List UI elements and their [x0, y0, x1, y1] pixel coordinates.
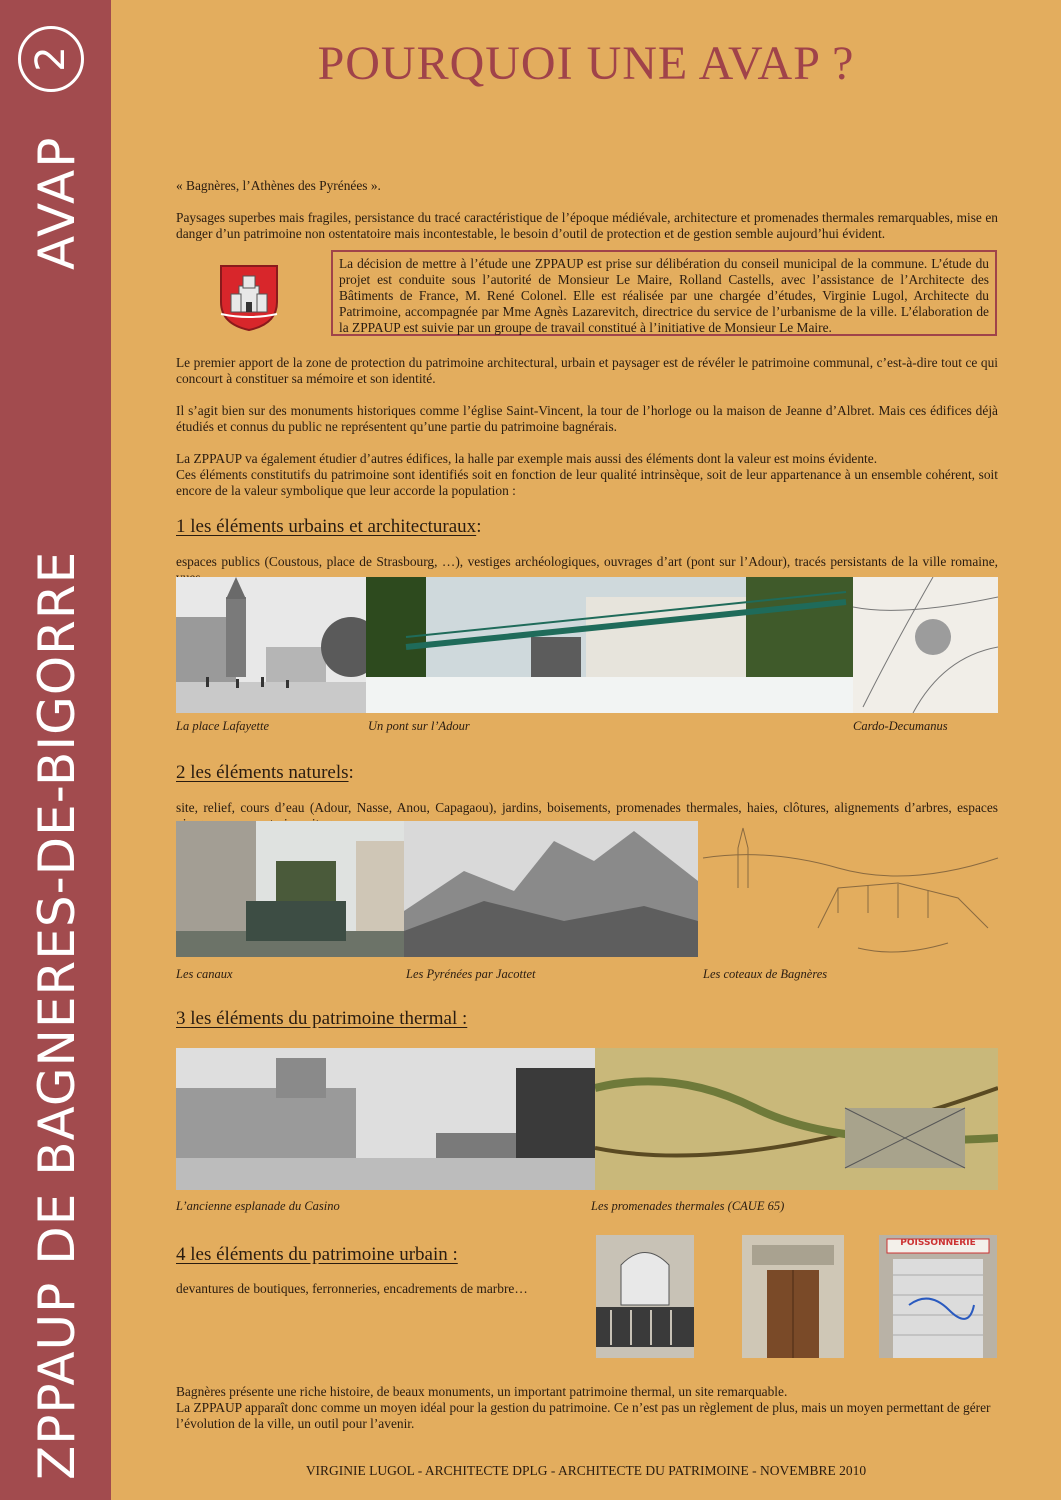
footer-credit: VIRGINIE LUGOL - ARCHITECTE DPLG - ARCHITECTE DU PATRIMOINE - NOVEMBRE 2010 [305, 1463, 867, 1478]
caption-canaux: Les canaux [176, 967, 233, 981]
caption-pont-adour: Un pont sur l’Adour [368, 719, 470, 733]
photo-encadrement-marbre-door [742, 1235, 844, 1358]
photo-ferronnerie-window [596, 1235, 694, 1358]
intro-paragraph-4a: La ZPPAUP va également étudier d’autres édifices, la halle par exemple mais aussi des éléments dont la valeur est moins évidente. [176, 451, 878, 466]
intro-paragraph-3: Il s’agit bien sur des monuments historiques comme l’église Saint-Vincent, la tour de l’horloge ou la maison de Jeanne d’Albret. Mais ces édifices déjà étudiés et connus du public ne représentent qu’une partie du patrimoine bagnérais. [176, 403, 998, 434]
sidebar-label-zppaup: ZPPAUP DE BAGNERES-DE-BIGORRE [28, 550, 86, 1480]
caption-place-lafayette: La place Lafayette [176, 719, 270, 733]
caption-pyrenees-jacottet: Les Pyrénées par Jacottet [406, 967, 536, 981]
coat-of-arms-icon [219, 264, 279, 332]
intro-paragraph-4b: Ces éléments constitutifs du patrimoine sont identifiés soit en fonction de leur qualité intrinsèque, soit de leur appartenance à un ensemble cohérent, soit encore de la valeur symbolique que leur accorde la population : [176, 467, 998, 498]
caption-coteaux-bagneres: Les coteaux de Bagnères [703, 967, 828, 981]
intro-quote: « Bagnères, l’Athènes des Pyrénées ». [176, 178, 381, 193]
section-2-heading: 2 les éléments naturels: [176, 762, 354, 783]
photo-place-lafayette [176, 577, 366, 713]
section-1-text: espaces publics (Coustous, place de Strasbourg, …), vestiges archéologiques, ouvrages d’art (pont sur l’Adour), tracés persistants de la ville romaine, [176, 554, 998, 569]
page-number-circle [18, 26, 84, 92]
photo-esplanade-casino [176, 1048, 595, 1190]
drawing-coteaux-bagneres [698, 818, 1003, 973]
section-1-heading: 1 les éléments urbains et architecturaux: [176, 516, 482, 537]
photo-cardo-decumanus-map [853, 577, 998, 713]
map-promenades-thermales [595, 1048, 998, 1190]
decision-box: La décision de mettre à l’étude une ZPPAUP est prise sur délibération du conseil municipal de la commune. L’étude du projet est conduite sous l’autorité de Monsieur Le Maire, Rolland Castells, avec l’assistance de l’Architecte des Bâtiments de France, M. René Colonel. Elle est réalisée par une chargée d’études, Virginie Lugol, Architecte du Patrimoine, accompagnée par Mme Agnès Lazarevitch, directrice du service de l’urbanisme de la ville. L’élaboration de la ZPPAUP est suivie par un groupe de travail constitué à l’initiative de Monsieur Le Maire. [331, 250, 997, 336]
conclusion [176, 1384, 998, 1432]
photo-devanture-poissonnerie [879, 1235, 997, 1358]
intro-paragraph-1: Paysages superbes mais fragiles, persistance du tracé caractéristique de l’époque médiévale, architecture et promenades thermales remarquables, mise en danger d’un patrimoine non ostentatoire mais incontestable, le besoin d’outil de protection et de gestion semble aujourd’hui évident. [176, 210, 998, 241]
photo-canaux [176, 821, 404, 957]
section-3-heading: 3 les éléments du patrimoine thermal : [176, 1008, 468, 1029]
caption-esplanade-casino: L’ancienne esplanade du Casino [176, 1199, 340, 1213]
caption-promenades-thermales: Les promenades thermales (CAUE 65) [591, 1199, 785, 1213]
page-title: POURQUOI UNE AVAP ? [317, 37, 855, 90]
caption-cardo-decumanus: Cardo-Decumanus [853, 719, 948, 733]
shop-sign-text: POISSONNERIE [900, 1238, 976, 1248]
sidebar-label-avap: AVAP [28, 135, 86, 270]
section-4-heading: 4 les éléments du patrimoine urbain : [176, 1244, 458, 1265]
conclusion-line-2: La ZPPAUP apparaît donc comme un moyen idéal pour la gestion du patrimoine. Ce n’est pas un règlement de plus, mais un moyen permettant de gérer l’évolution de la ville, un outil pour l’avenir. [176, 1400, 991, 1431]
photo-pyrenees-jacottet [404, 821, 698, 957]
section-4-text: devantures de boutiques, ferronneries, encadrements de marbre… [176, 1281, 528, 1296]
section-2-text: site, relief, cours d’eau (Adour, Nasse, Anou, Capagaou), jardins, boisements, promenades thermales, haies, clôtures, alignements d’arbres, espaces [176, 800, 998, 815]
sidebar [0, 0, 111, 1500]
photo-pont-adour [366, 577, 853, 713]
conclusion-line-1: Bagnères présente une riche histoire, de beaux monuments, un important patrimoine thermal, un site remarquable. [176, 1384, 788, 1399]
intro-paragraph-2: Le premier apport de la zone de protection du patrimoine architectural, urbain et paysager est de révéler le patrimoine communal, c’est-à-dire tout ce qui concourt à constituer sa mémoire et son identité. [176, 355, 998, 386]
page-number: 2 [28, 46, 74, 72]
